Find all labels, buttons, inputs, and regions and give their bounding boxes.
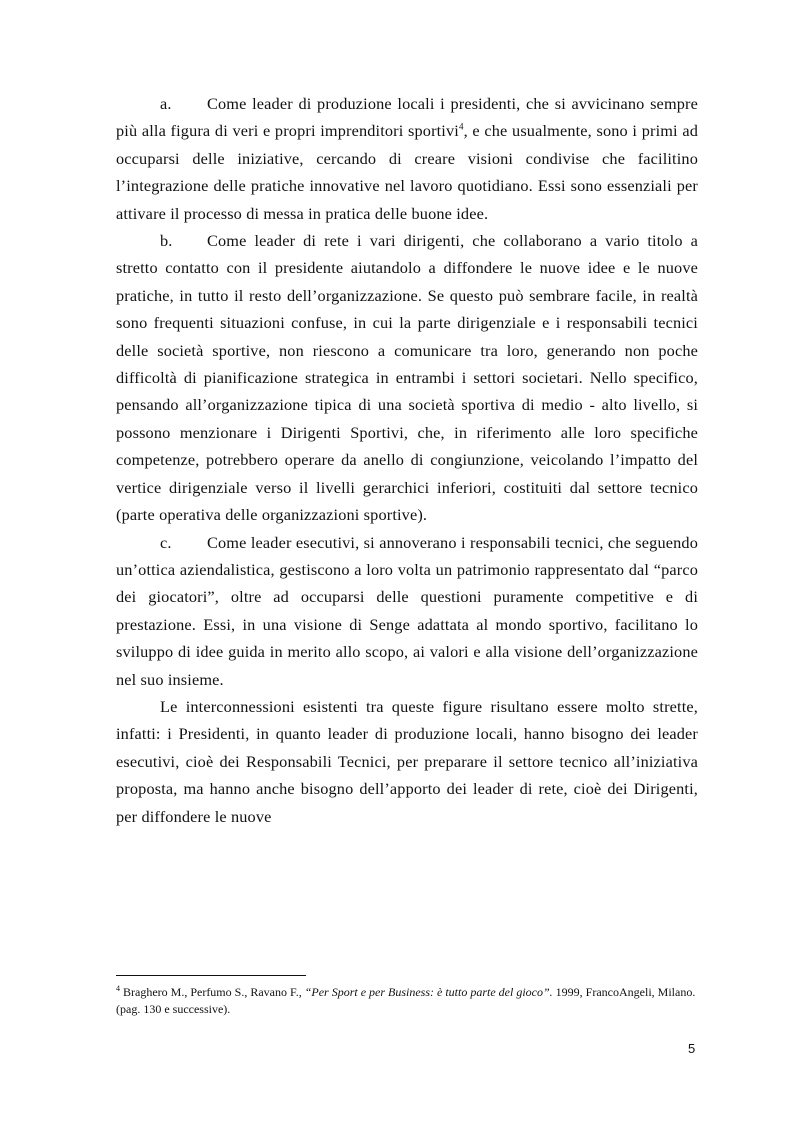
paragraph-a	[116, 90, 698, 227]
body-text	[116, 90, 698, 830]
footnote-reference[interactable]: 4	[458, 121, 464, 132]
page-number: 5	[688, 1041, 696, 1056]
list-label: a.	[160, 94, 172, 113]
footnote-title: “Per Sport e per Business: è tutto parte del gioco”.	[304, 985, 553, 999]
paragraph-b	[116, 227, 698, 528]
paragraph-text: Come leader di produzione locali i presidenti, che si avvicinano sempre più alla figura di veri e propri imprenditori sportivi	[116, 94, 698, 141]
paragraph-text: Come leader esecutivi, si annoverano i responsabili tecnici, che seguendo un’ottica aziendalistica, gestiscono a loro volta un patrimonio rappresentato dal “parco dei giocatori”, oltre ad occuparsi delle questioni puramente competitive e di prestazione. Essi, in una visione di Senge adattata al mondo sportivo, facilitano lo sviluppo di idee guida in merito allo scopo, ai valori e alla visione dell’organizzazione nel suo insieme.	[116, 532, 698, 689]
paragraph-text: Come leader di rete i vari dirigenti, che collaborano a vario titolo a stretto contatto con il presidente aiutandolo a diffondere le nuove idee e le nuove pratiche, in tutto il resto dell’organizzazione. Se questo può sembrare facile, in realtà sono frequenti situazioni confuse, in cui la parte dirigenziale e i responsabili tecnici delle società sportive, non riescono a comunicare tra loro, generando non poche difficoltà di pianificazione strategica in entrambi i settori societari. Nello specifico, pensando all’organizzazione tipica di una società sportiva di medio - alto livello, si possono menzionare i Dirigenti Sportivi, che, in riferimento alle loro specifiche competenze, potrebbero operare da anello di congiunzione, veicolando l’impatto del vertice dirigenziale verso il livelli gerarchici inferiori, costituiti dal settore tecnico (parte operativa delle organizzazioni sportive).	[116, 231, 698, 525]
paragraph-c	[116, 529, 698, 693]
footnote-authors: Braghero M., Perfumo S., Ravano F.,	[123, 985, 302, 999]
paragraph-text: , e che usualmente, sono i primi ad occuparsi delle iniziative, cercando di creare visioni condivise che facilitino l’integrazione delle pratiche innovative nel lavoro quotidiano. Essi sono essenziali per attivare il processo di messa in pratica delle buone idee.	[116, 121, 698, 223]
list-label: b.	[160, 231, 173, 251]
paragraph-text: Le interconnessioni esistenti tra queste figure risultano essere molto strette, infatti: i Presidenti, in quanto leader di produzione locali, hanno bisogno dei leader esecutivi, cioè dei Responsabili Tecnici, per preparare il settore tecnico all’iniziativa proposta, ma hanno anche bisogno dell’apporto dei leader di rete, cioè dei Dirigenti, per diffondere le nuove	[116, 696, 698, 826]
footnote-separator	[116, 975, 306, 976]
footnote	[116, 984, 698, 1018]
footnote-number: 4	[116, 984, 120, 993]
footnote-details: 1999, FrancoAngeli, Milano. (pag. 130 e successive).	[116, 985, 696, 1016]
paragraph-interconnessioni	[116, 693, 698, 830]
list-label: c.	[160, 532, 172, 552]
